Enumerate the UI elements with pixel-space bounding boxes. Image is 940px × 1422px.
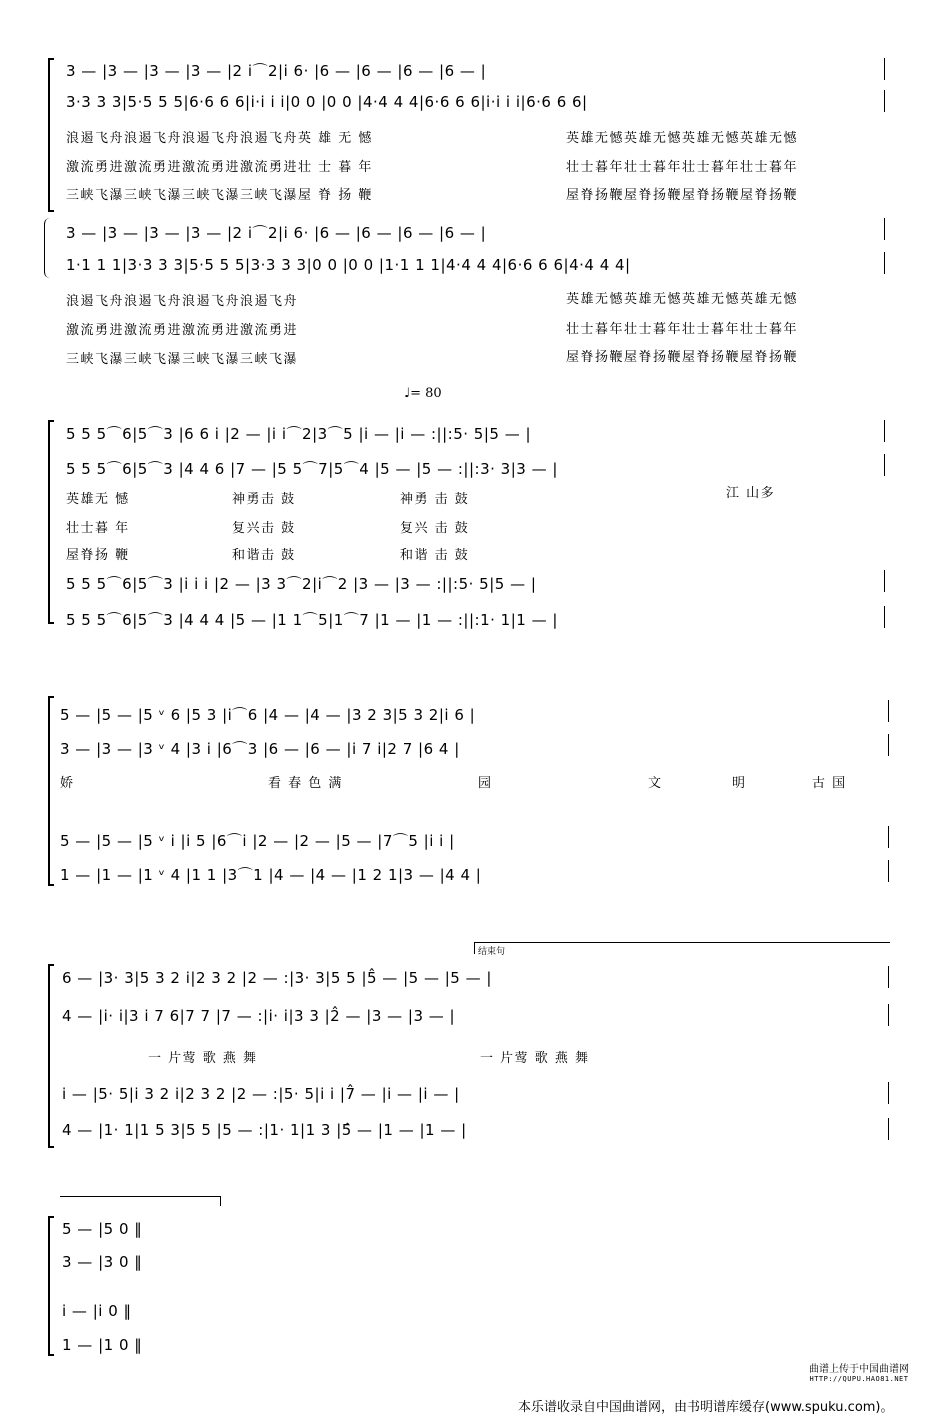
lyric-verse-2: 复兴 击 鼓	[400, 521, 470, 536]
barline	[888, 1082, 889, 1104]
watermark-line-2: HTTP://QUPU.HAO81.NET	[809, 1375, 909, 1383]
ending-bracket-line	[60, 1196, 220, 1197]
lyric-lower-1a: 浪遏飞舟浪遏飞舟浪遏飞舟浪遏飞舟	[66, 294, 299, 309]
lyric-lower-3b: 屋脊扬鞭屋脊扬鞭屋脊扬鞭屋脊扬鞭	[566, 350, 799, 365]
staff-alto: 3·3 3 3|5·5 5 5|6·6 6 6|i·i i i|0 0 |0 0 |4·4 4 4|6·6 6 6|i·i i i|6·6 6 6|	[66, 93, 588, 111]
lyric-verse-2b: 壮士暮年壮士暮年壮士暮年壮士暮年	[566, 160, 799, 175]
lyric-verse-1: 江 山多	[726, 486, 776, 501]
staff-bass: 1·1 1 1|3·3 3 3|5·5 5 5|3·3 3 3|0 0 |0 0 |1·1 1 1|4·4 4 4|6·6 6 6|4·4 4 4|	[66, 256, 631, 274]
barline	[888, 966, 889, 988]
lyric-verse-1: 神勇 击 鼓	[400, 492, 470, 507]
barline	[884, 420, 885, 442]
staff-tenor: i — |i 0 ‖	[62, 1302, 132, 1320]
lyric-line: 看 春 色 满	[268, 776, 343, 791]
system-bracket	[48, 964, 54, 1148]
staff-soprano: 3 — |3 — |3 — |3 — |2 i⌒2|i 6· |6 — |6 — |6 — |6 — |	[66, 62, 487, 80]
staff-tenor: i — |5· 5|i 3 2 i|2 3 2 |2 — :|5· 5|i i |7̂ — |i — |i — |	[62, 1085, 460, 1103]
lyric-lower-2b: 壮士暮年壮士暮年壮士暮年壮士暮年	[566, 322, 799, 337]
staff-tenor: 5 5 5⌒6|5⌒3 |i i i |2 — |3 3⌒2|i⌒2 |3 — |3 — :||:5· 5|5 — |	[66, 575, 537, 593]
ending-bracket-hook	[220, 1196, 221, 1206]
lyric-line: 文	[648, 776, 663, 791]
staff-soprano: 6 — |3· 3|5 3 2 i|2 3 2 |2 — :|3· 3|5 5 |5̂ — |5 — |5 — |	[62, 969, 492, 987]
tempo-marking: ♩= 80	[404, 386, 442, 401]
lyric-verse-3a: 三峡飞瀑三峡飞瀑三峡飞瀑三峡飞瀑屋 脊 扬 鞭	[66, 188, 373, 203]
lyric-lower-3a: 三峡飞瀑三峡飞瀑三峡飞瀑三峡飞瀑	[66, 352, 299, 367]
barline	[884, 454, 885, 476]
lyric-verse-1a: 浪遏飞舟浪遏飞舟浪遏飞舟浪遏飞舟英 雄 无 憾	[66, 131, 373, 146]
barline	[884, 218, 885, 240]
lyric-line: 明	[732, 776, 747, 791]
ending-bracket-hook	[474, 942, 475, 954]
lyric-line: 一 片莺 歌 燕 舞	[148, 1051, 258, 1066]
barline	[884, 252, 885, 274]
lyric-line: 园	[478, 776, 493, 791]
staff-soprano: 5 — |5 — |5 ᵛ 6 |5 3 |i⌒6 |4 — |4 — |3 2 3|5 3 2|i 6 |	[60, 706, 476, 724]
barline	[888, 1004, 889, 1026]
lyric-verse-2: 复兴击 鼓	[232, 521, 296, 536]
staff-alto: 4 — |i· i|3 i 7 6|7 7 |7 — :|i· i|3 3 |2̂ — |3 — |3 — |	[62, 1007, 456, 1025]
lyric-verse-1: 神勇击 鼓	[232, 492, 296, 507]
barline	[884, 90, 885, 112]
system-bracket	[48, 696, 54, 886]
lyric-verse-2a: 激流勇进激流勇进激流勇进激流勇进壮 士 暮 年	[66, 160, 373, 175]
staff-bass: 5 5 5⌒6|5⌒3 |4 4 4 |5 — |1 1⌒5|1⌒7 |1 — |1 — :||:1· 1|1 — |	[66, 611, 558, 629]
lyric-line: 娇	[60, 776, 75, 791]
staff-soprano: 5 — |5 0 ‖	[62, 1220, 143, 1238]
system-brace	[44, 218, 51, 278]
staff-tenor: 3 — |3 — |3 — |3 — |2 i⌒2|i 6· |6 — |6 — |6 — |6 — |	[66, 224, 487, 242]
ending-bracket-line	[474, 942, 890, 943]
lyric-verse-1b: 英雄无憾英雄无憾英雄无憾英雄无憾	[566, 131, 799, 146]
lyric-lower-1b: 英雄无憾英雄无憾英雄无憾英雄无憾	[566, 292, 799, 307]
staff-alto: 3 — |3 — |3 ᵛ 4 |3 i |6⌒3 |6 — |6 — |i 7 i|2 7 |6 4 |	[60, 740, 460, 758]
system-bracket	[48, 58, 54, 212]
barline	[884, 606, 885, 628]
lyric-verse-2: 壮士暮 年	[66, 521, 130, 536]
staff-alto: 5 5 5⌒6|5⌒3 |4 4 6 |7 — |5 5⌒7|5⌒4 |5 — |5 — :||:3· 3|3 — |	[66, 460, 558, 478]
lyric-verse-1: 英雄无 憾	[66, 492, 130, 507]
barline	[888, 860, 889, 882]
staff-tenor: 5 — |5 — |5 ᵛ i |i 5 |6⌒i |2 — |2 — |5 — |7⌒5 |i i |	[60, 832, 455, 850]
watermark-line-1: 曲谱上传于中国曲谱网	[809, 1364, 909, 1375]
staff-bass: 4 — |1· 1|1 5 3|5 5 |5 — :|1· 1|1 3 |5̂ — |1 — |1 — |	[62, 1121, 467, 1139]
barline	[884, 58, 885, 80]
lyric-line: 古 国	[812, 776, 847, 791]
lyric-lower-2a: 激流勇进激流勇进激流勇进激流勇进	[66, 323, 299, 338]
site-watermark	[794, 1360, 924, 1383]
lyric-verse-3: 和谐击 鼓	[232, 548, 296, 563]
barline	[884, 570, 885, 592]
staff-soprano: 5 5 5⌒6|5⌒3 |6 6 i |2 — |i i⌒2|3⌒5 |i — |i — :||:5· 5|5 — |	[66, 425, 532, 443]
staff-bass: 1 — |1 0 ‖	[62, 1336, 143, 1354]
barline	[888, 826, 889, 848]
barline	[888, 734, 889, 756]
system-bracket	[48, 1216, 54, 1356]
lyric-verse-3: 屋脊扬 鞭	[66, 548, 130, 563]
system-bracket	[48, 420, 54, 624]
barline	[888, 1118, 889, 1140]
ending-label: 结束句	[478, 947, 506, 957]
staff-bass: 1 — |1 — |1 ᵛ 4 |1 1 |3⌒1 |4 — |4 — |1 2 1|3 — |4 4 |	[60, 866, 482, 884]
lyric-verse-3b: 屋脊扬鞭屋脊扬鞭屋脊扬鞭屋脊扬鞭	[566, 188, 799, 203]
barline	[888, 700, 889, 722]
footer-credit: 本乐谱收录自中国曲谱网，由书明谱库缓存(www.spuku.com)。	[518, 1400, 894, 1415]
staff-alto: 3 — |3 0 ‖	[62, 1253, 143, 1271]
lyric-verse-3: 和谐 击 鼓	[400, 548, 470, 563]
lyric-line: 一 片莺 歌 燕 舞	[480, 1051, 590, 1066]
